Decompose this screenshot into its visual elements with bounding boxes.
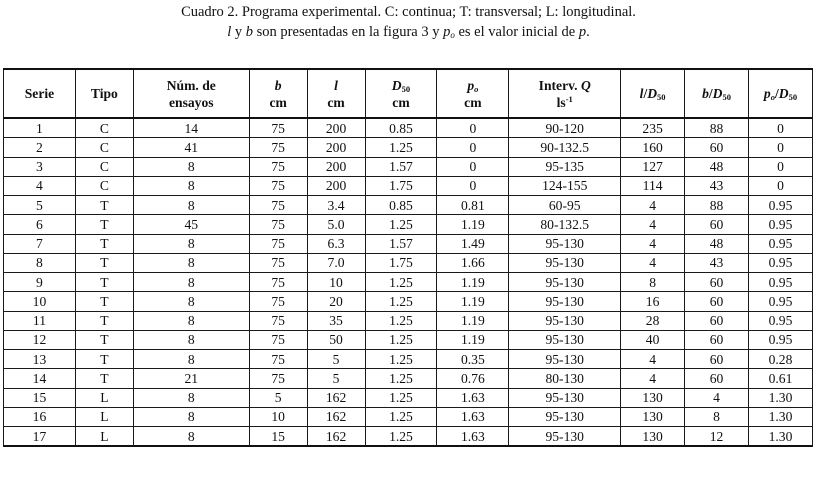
cell-po-over-d50: 0.95 [748, 292, 812, 311]
cell-serie: 16 [4, 407, 76, 426]
caption-text-end: . [586, 24, 590, 40]
cell-d50: 1.75 [365, 176, 437, 195]
caption-symbol-l: l [227, 24, 232, 40]
cell-d50: 0.85 [365, 196, 437, 215]
table-row [4, 388, 813, 407]
cell-po: 1.63 [437, 388, 509, 407]
cell-num-ensayos: 8 [133, 196, 249, 215]
cell-po: 1.66 [437, 253, 509, 272]
header-d50: $D_{50}$ cm [365, 69, 437, 118]
caption-text-a: y [231, 24, 246, 40]
cell-tipo: T [75, 253, 133, 272]
cell-l: 200 [307, 118, 365, 138]
cell-po: 1.19 [437, 292, 509, 311]
cell-serie: 10 [4, 292, 76, 311]
caption-symbol-b: b [245, 24, 254, 40]
cell-d50: 1.25 [365, 407, 437, 426]
cell-l-over-d50: 40 [621, 330, 685, 349]
header-po: $p_o$ cm [437, 69, 509, 118]
cell-tipo: T [75, 369, 133, 388]
cell-po-over-d50: 0.61 [748, 369, 812, 388]
cell-l-over-d50: 8 [621, 273, 685, 292]
table-body [4, 118, 813, 446]
cell-l: 162 [307, 427, 365, 447]
table-row [4, 350, 813, 369]
table-row [4, 138, 813, 157]
cell-po-over-d50: 0 [748, 138, 812, 157]
cell-d50: 1.57 [365, 234, 437, 253]
cell-interv-q: 95-130 [509, 292, 621, 311]
cell-interv-q: 95-130 [509, 407, 621, 426]
cell-l: 6.3 [307, 234, 365, 253]
cell-po-over-d50: 0.95 [748, 253, 812, 272]
cell-po: 1.19 [437, 330, 509, 349]
cell-l: 162 [307, 388, 365, 407]
cell-tipo: T [75, 330, 133, 349]
cell-po: 1.19 [437, 215, 509, 234]
cell-po-over-d50: 0.95 [748, 196, 812, 215]
cell-b-over-d50: 60 [685, 350, 749, 369]
cell-tipo: L [75, 388, 133, 407]
cell-serie: 9 [4, 273, 76, 292]
header-serie: Serie [4, 69, 76, 118]
cell-b: 75 [249, 253, 307, 272]
cell-b: 75 [249, 369, 307, 388]
cell-num-ensayos: 8 [133, 273, 249, 292]
table-row [4, 118, 813, 138]
cell-num-ensayos: 8 [133, 157, 249, 176]
header-l-over-d50: $l/D_{50}$ [621, 69, 685, 118]
cell-serie: 17 [4, 427, 76, 447]
cell-b: 75 [249, 330, 307, 349]
cell-po: 0 [437, 157, 509, 176]
cell-interv-q: 95-130 [509, 388, 621, 407]
cell-num-ensayos: 8 [133, 330, 249, 349]
cell-po-over-d50: 0.95 [748, 273, 812, 292]
cell-interv-q: 95-130 [509, 234, 621, 253]
cell-serie: 5 [4, 196, 76, 215]
cell-po-over-d50: 0.28 [748, 350, 812, 369]
table-row [4, 292, 813, 311]
table-caption [0, 2, 817, 42]
cell-d50: 1.25 [365, 215, 437, 234]
table-row [4, 253, 813, 272]
cell-serie: 1 [4, 118, 76, 138]
cell-po: 0.35 [437, 350, 509, 369]
cell-b: 75 [249, 350, 307, 369]
cell-l-over-d50: 130 [621, 427, 685, 447]
cell-l: 200 [307, 176, 365, 195]
cell-po: 0 [437, 118, 509, 138]
cell-d50: 1.25 [365, 427, 437, 447]
cell-tipo: C [75, 176, 133, 195]
cell-d50: 1.75 [365, 253, 437, 272]
cell-l-over-d50: 114 [621, 176, 685, 195]
header-tipo: Tipo [75, 69, 133, 118]
cell-l-over-d50: 4 [621, 350, 685, 369]
cell-b-over-d50: 4 [685, 388, 749, 407]
cell-po-over-d50: 0.95 [748, 215, 812, 234]
cell-l-over-d50: 4 [621, 234, 685, 253]
table-row [4, 427, 813, 447]
caption-symbol-p-sub: o [450, 30, 455, 40]
cell-serie: 4 [4, 176, 76, 195]
caption-symbol-p: p [443, 24, 451, 40]
header-l: l cm [307, 69, 365, 118]
cell-interv-q: 80-130 [509, 369, 621, 388]
cell-l-over-d50: 28 [621, 311, 685, 330]
cell-l: 200 [307, 138, 365, 157]
cell-num-ensayos: 8 [133, 292, 249, 311]
cell-b: 75 [249, 292, 307, 311]
cell-b: 75 [249, 215, 307, 234]
cell-interv-q: 95-135 [509, 157, 621, 176]
cell-b: 75 [249, 118, 307, 138]
table-row [4, 273, 813, 292]
cell-l: 5.0 [307, 215, 365, 234]
cell-num-ensayos: 41 [133, 138, 249, 157]
cell-tipo: T [75, 350, 133, 369]
cell-b-over-d50: 60 [685, 215, 749, 234]
caption-symbol-p2: p [578, 24, 587, 40]
cell-po: 0 [437, 176, 509, 195]
caption-line-1: Cuadro 2. Programa experimental. C: continua; T: transversal; L: longitudinal. [181, 4, 636, 20]
cell-b-over-d50: 12 [685, 427, 749, 447]
header-num-ensayos: Núm. de ensayos [133, 69, 249, 118]
header-po-over-d50: $p_o/D_{50}$ [748, 69, 812, 118]
cell-po: 0 [437, 138, 509, 157]
table-row [4, 369, 813, 388]
cell-serie: 6 [4, 215, 76, 234]
cell-po-over-d50: 1.30 [748, 407, 812, 426]
cell-num-ensayos: 45 [133, 215, 249, 234]
cell-serie: 12 [4, 330, 76, 349]
cell-po: 1.49 [437, 234, 509, 253]
cell-interv-q: 95-130 [509, 311, 621, 330]
cell-b: 15 [249, 427, 307, 447]
caption-text-b: son presentadas en la figura 3 y [253, 24, 444, 40]
cell-b-over-d50: 48 [685, 157, 749, 176]
cell-tipo: L [75, 407, 133, 426]
cell-b-over-d50: 60 [685, 292, 749, 311]
cell-l-over-d50: 160 [621, 138, 685, 157]
cell-po: 0.81 [437, 196, 509, 215]
cell-b: 10 [249, 407, 307, 426]
cell-l: 50 [307, 330, 365, 349]
cell-interv-q: 90-120 [509, 118, 621, 138]
cell-b: 75 [249, 157, 307, 176]
cell-b: 5 [249, 388, 307, 407]
cell-l-over-d50: 130 [621, 388, 685, 407]
header-interv-q: Interv. Q $ls^{-1}$ [509, 69, 621, 118]
cell-po: 0.76 [437, 369, 509, 388]
cell-po-over-d50: 0.95 [748, 311, 812, 330]
cell-b-over-d50: 60 [685, 369, 749, 388]
cell-b: 75 [249, 196, 307, 215]
cell-po-over-d50: 0 [748, 157, 812, 176]
cell-l: 5 [307, 369, 365, 388]
cell-serie: 14 [4, 369, 76, 388]
cell-serie: 11 [4, 311, 76, 330]
cell-interv-q: 95-130 [509, 350, 621, 369]
cell-l-over-d50: 4 [621, 215, 685, 234]
cell-d50: 1.25 [365, 369, 437, 388]
experimental-program-table [3, 68, 813, 447]
cell-interv-q: 124-155 [509, 176, 621, 195]
cell-d50: 1.25 [365, 292, 437, 311]
cell-interv-q: 80-132.5 [509, 215, 621, 234]
cell-serie: 2 [4, 138, 76, 157]
cell-serie: 13 [4, 350, 76, 369]
cell-b-over-d50: 60 [685, 330, 749, 349]
cell-num-ensayos: 8 [133, 427, 249, 447]
cell-tipo: C [75, 138, 133, 157]
table-row [4, 215, 813, 234]
cell-interv-q: 60-95 [509, 196, 621, 215]
cell-b-over-d50: 60 [685, 273, 749, 292]
caption-text-c: es el valor inicial de [454, 24, 579, 40]
table-row [4, 176, 813, 195]
cell-l-over-d50: 4 [621, 253, 685, 272]
cell-l-over-d50: 130 [621, 407, 685, 426]
cell-num-ensayos: 8 [133, 311, 249, 330]
cell-l: 162 [307, 407, 365, 426]
header-b-over-d50: $b/D_{50}$ [685, 69, 749, 118]
cell-po-over-d50: 1.30 [748, 388, 812, 407]
cell-d50: 1.25 [365, 138, 437, 157]
cell-num-ensayos: 8 [133, 253, 249, 272]
cell-b: 75 [249, 234, 307, 253]
table-row [4, 311, 813, 330]
cell-tipo: L [75, 427, 133, 447]
cell-tipo: T [75, 196, 133, 215]
cell-b: 75 [249, 176, 307, 195]
cell-l-over-d50: 127 [621, 157, 685, 176]
cell-b: 75 [249, 311, 307, 330]
cell-po: 1.63 [437, 407, 509, 426]
cell-num-ensayos: 8 [133, 388, 249, 407]
cell-l-over-d50: 235 [621, 118, 685, 138]
table-row [4, 157, 813, 176]
cell-tipo: T [75, 215, 133, 234]
cell-tipo: T [75, 292, 133, 311]
cell-b-over-d50: 43 [685, 253, 749, 272]
cell-serie: 8 [4, 253, 76, 272]
cell-b-over-d50: 48 [685, 234, 749, 253]
cell-po: 1.19 [437, 311, 509, 330]
cell-l: 35 [307, 311, 365, 330]
cell-b-over-d50: 88 [685, 118, 749, 138]
cell-num-ensayos: 8 [133, 234, 249, 253]
cell-tipo: C [75, 118, 133, 138]
cell-num-ensayos: 14 [133, 118, 249, 138]
cell-d50: 0.85 [365, 118, 437, 138]
cell-l-over-d50: 4 [621, 196, 685, 215]
cell-po-over-d50: 0 [748, 118, 812, 138]
cell-num-ensayos: 21 [133, 369, 249, 388]
cell-l: 200 [307, 157, 365, 176]
cell-interv-q: 90-132.5 [509, 138, 621, 157]
cell-serie: 3 [4, 157, 76, 176]
cell-d50: 1.25 [365, 330, 437, 349]
cell-d50: 1.57 [365, 157, 437, 176]
cell-num-ensayos: 8 [133, 176, 249, 195]
cell-l: 20 [307, 292, 365, 311]
cell-interv-q: 95-130 [509, 330, 621, 349]
cell-l: 7.0 [307, 253, 365, 272]
cell-b-over-d50: 8 [685, 407, 749, 426]
cell-b: 75 [249, 273, 307, 292]
cell-d50: 1.25 [365, 273, 437, 292]
cell-num-ensayos: 8 [133, 350, 249, 369]
cell-l: 5 [307, 350, 365, 369]
cell-po-over-d50: 0 [748, 176, 812, 195]
cell-serie: 15 [4, 388, 76, 407]
cell-po: 1.63 [437, 427, 509, 447]
table-row [4, 196, 813, 215]
cell-l-over-d50: 4 [621, 369, 685, 388]
cell-tipo: C [75, 157, 133, 176]
cell-d50: 1.25 [365, 350, 437, 369]
cell-b-over-d50: 43 [685, 176, 749, 195]
cell-po-over-d50: 0.95 [748, 234, 812, 253]
cell-b-over-d50: 88 [685, 196, 749, 215]
cell-interv-q: 95-130 [509, 273, 621, 292]
cell-b-over-d50: 60 [685, 311, 749, 330]
cell-l-over-d50: 16 [621, 292, 685, 311]
cell-interv-q: 95-130 [509, 427, 621, 447]
cell-l: 10 [307, 273, 365, 292]
cell-b-over-d50: 60 [685, 138, 749, 157]
cell-serie: 7 [4, 234, 76, 253]
cell-tipo: T [75, 234, 133, 253]
table-row [4, 234, 813, 253]
cell-d50: 1.25 [365, 311, 437, 330]
cell-po-over-d50: 1.30 [748, 427, 812, 447]
header-row [4, 69, 813, 118]
cell-tipo: T [75, 311, 133, 330]
cell-po-over-d50: 0.95 [748, 330, 812, 349]
cell-num-ensayos: 8 [133, 407, 249, 426]
cell-d50: 1.25 [365, 388, 437, 407]
table-row [4, 330, 813, 349]
cell-tipo: T [75, 273, 133, 292]
cell-b: 75 [249, 138, 307, 157]
cell-po: 1.19 [437, 273, 509, 292]
caption-line-2 [0, 22, 817, 42]
cell-l: 3.4 [307, 196, 365, 215]
header-b: b cm [249, 69, 307, 118]
cell-interv-q: 95-130 [509, 253, 621, 272]
table-row [4, 407, 813, 426]
